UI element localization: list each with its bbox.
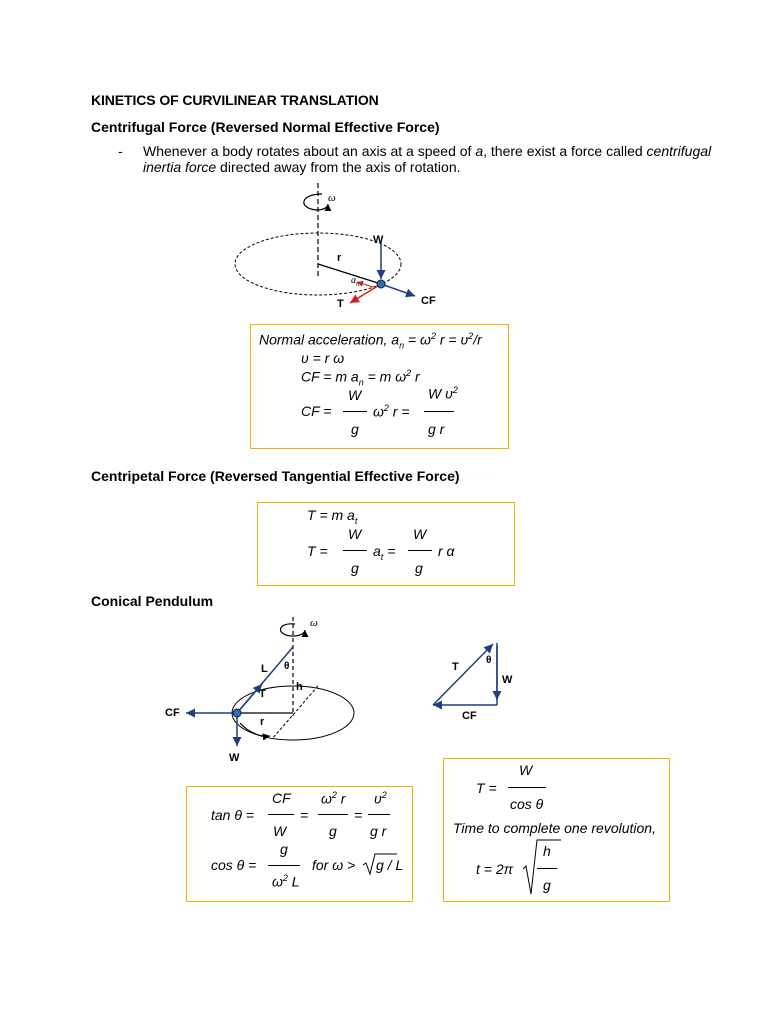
tan-d2: g	[329, 823, 337, 839]
frac1-den: g	[351, 421, 359, 437]
p-h-label: h	[296, 681, 303, 693]
bullet-dash: -	[118, 143, 123, 159]
c-frac1-den: g	[351, 560, 359, 576]
rotation-arrow-icon	[304, 194, 328, 210]
cf-lhs: CF =	[301, 403, 332, 419]
tri-t-label: T	[452, 661, 459, 673]
pt-lhs: T =	[476, 780, 497, 796]
sqrt-g: g	[543, 877, 551, 893]
desc-centrifugal: centrifugal	[646, 143, 712, 159]
frac-mid: $\omega^2$ r =	[373, 403, 410, 420]
tri-theta-label: θ	[486, 655, 492, 666]
c-frac2-num: W	[413, 526, 427, 542]
p-cf-label: CF	[165, 707, 180, 719]
t-label: T	[337, 298, 344, 310]
p-r-label: r	[260, 716, 265, 728]
p-omega-label: ω	[310, 617, 318, 629]
tan-n1: CF	[272, 790, 291, 806]
c-frac2-den: g	[415, 560, 423, 576]
frac2-den: g r	[428, 421, 445, 437]
centrifugal-heading: Centrifugal Force (Reversed Normal Effective Force)	[91, 119, 440, 135]
velocity-line: υ = r ω	[301, 350, 345, 366]
revolution-text: Time to complete one revolution,	[453, 820, 656, 836]
bob-dot	[233, 709, 241, 717]
cf-arrow	[381, 284, 415, 296]
tan-d3: g r	[370, 823, 387, 839]
p-l-label: L	[261, 663, 268, 675]
tri-cf-label: CF	[462, 710, 477, 722]
r-label: r	[337, 252, 342, 264]
radius-line	[318, 264, 381, 284]
cf-label: CF	[421, 295, 436, 307]
w-label: W	[373, 234, 384, 246]
conical-heading: Conical Pendulum	[91, 593, 214, 609]
frac2-num: W $\upsilon^2$	[428, 385, 458, 402]
cf-man-line: CF = m $a_n = m$ $\omega^2$ r	[301, 368, 420, 388]
p-t-label: T	[259, 688, 266, 700]
c-mid: $a_t$ =	[373, 543, 396, 562]
sqrt-sign-icon-2	[522, 838, 562, 896]
desc-inertia: inertia force	[143, 159, 217, 175]
desc-part2: , there exist a force called	[483, 143, 647, 159]
c-frac1-num: W	[348, 526, 362, 542]
tan-eq1: =	[300, 807, 309, 823]
p-w-label: W	[229, 752, 240, 764]
tan-n2: $\omega^2$ r	[321, 790, 346, 807]
omega-label: ω	[328, 192, 336, 204]
t-lhs-rev: t = 2π	[476, 861, 514, 877]
mass-dot	[377, 280, 385, 288]
frac1-num: W	[348, 387, 362, 403]
tri-w-label: W	[502, 674, 513, 686]
t-lhs: T =	[307, 543, 328, 559]
pt-num: W	[519, 762, 533, 778]
cos-n4: g	[280, 841, 288, 857]
t-ma-line: T = m $a_t$	[307, 507, 358, 526]
cos-cond: for ω >	[312, 857, 356, 873]
sqrt-arg: g / L	[376, 857, 404, 873]
c-end: r α	[438, 543, 455, 559]
normal-accel-line: Normal acceleration, $a_n = \omega^2$ $r = \upsilon^2/r$	[259, 331, 482, 351]
desc-part1: Whenever a body rotates about an axis at a speed of	[143, 143, 476, 159]
pt-den: cos θ	[510, 796, 544, 812]
cos-lhs: cos θ =	[211, 857, 257, 873]
page-title: KINETICS OF CURVILINEAR TRANSLATION	[91, 92, 379, 108]
an-label: $a_n$	[351, 275, 360, 288]
sqrt-h: h	[543, 843, 551, 859]
desc-a: a	[475, 143, 484, 159]
triangle-t-side	[433, 644, 493, 705]
tan-d1: W	[273, 823, 287, 839]
p-theta-label: θ	[284, 661, 290, 672]
desc-part3: directed away from the axis of rotation.	[216, 159, 461, 175]
centripetal-heading: Centripetal Force (Reversed Tangential Effective Force)	[91, 468, 460, 484]
tan-lhs: tan θ =	[211, 807, 255, 823]
tan-eq2: =	[354, 807, 363, 823]
cos-d4: $\omega^2$ L	[272, 873, 300, 890]
tan-n3: $\upsilon^2$	[374, 790, 387, 807]
